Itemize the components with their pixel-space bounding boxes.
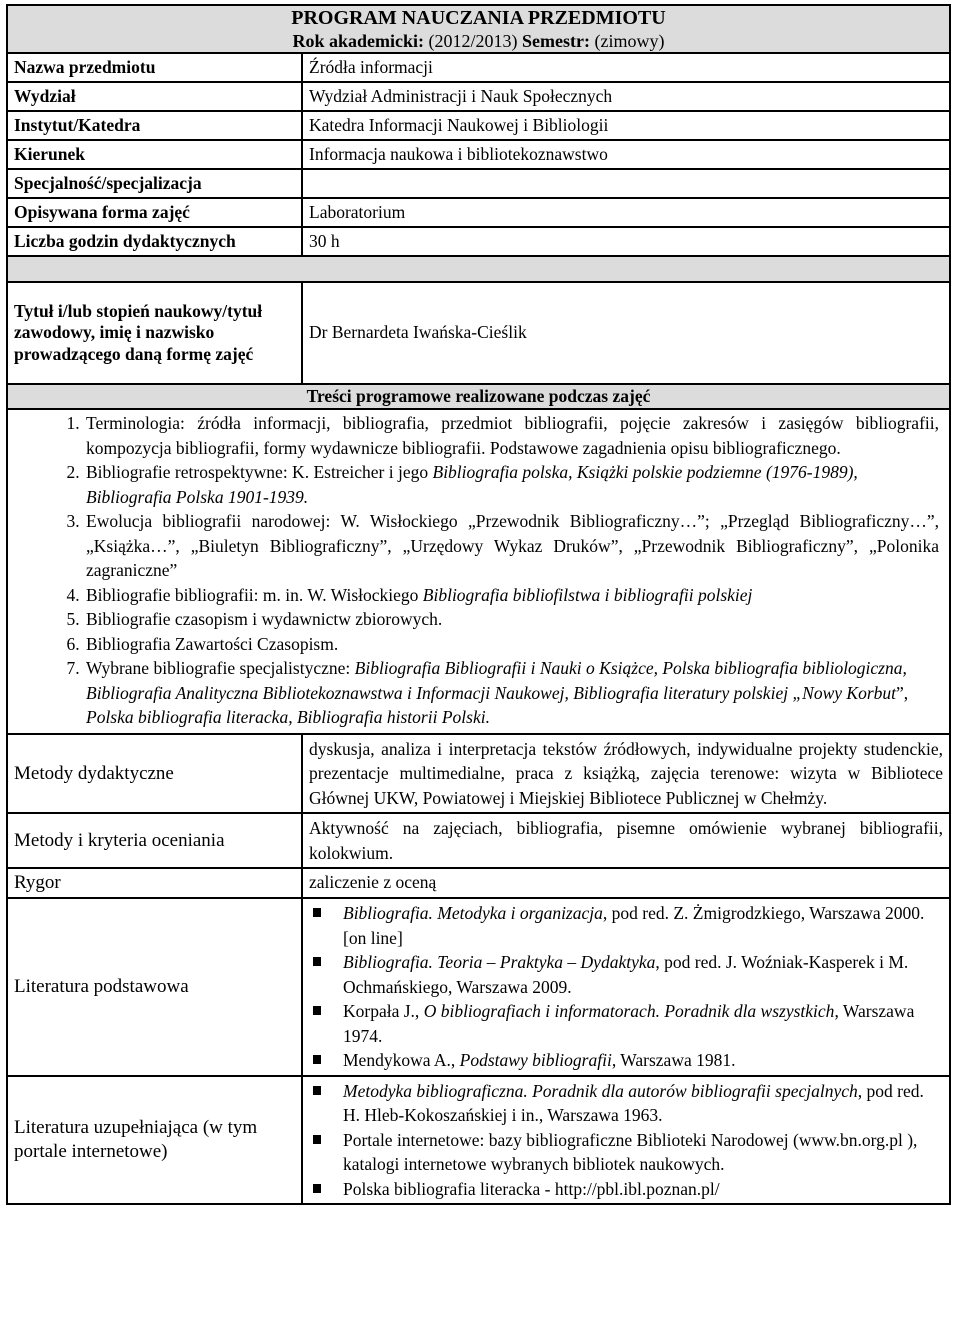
content-item [84,656,939,730]
info-value: Informacja naukowa i bibliotekoznawstwo [302,140,950,169]
content-italic-text: Bibliografia Bibliografii i Nauki o Książce, Polska bibliografia bibliologiczna, Bibliografia Analityczna Bibliotekoznawstwa i Informacji Naukowej, Bibliografia literatury polskiej „Nowy Korbut [86,658,907,703]
content-text: Bibliografie retrospektywne: K. Estreicher i jego [86,462,433,482]
content-list [12,411,945,730]
year-value: (2012/2013) [428,31,518,51]
content-item: 3. Ewolucja bibliografii narodowej: W. Wisłockiego „Przewodnik Bibliograficzny…”; „Przegląd Bibliograficzny…”, „Książka…”, „Biuletyn Bibliograficzny”, „Urzędowy Wykaz Druków”, „Przewodnik Bibliograficzny”, „Polonika zagraniczne” [84,509,939,583]
info-value: Laboratorium [302,198,950,227]
header-row [7,5,950,53]
content-item: 1. Terminologia: źródła informacji, bibliografia, przedmiot bibliografii, pojęcie zakresów i zasięgów bibliografii, kompozycja bibliografii, formy wydawnicze bibliografii. Podstawowe zagadnienia opisu bibliograficznego. [84,411,939,460]
content-heading: Treści programowe realizowane podczas zajęć [7,384,950,409]
separator-row [7,256,950,282]
literature-item [343,1079,941,1128]
extra-literature-row [7,1076,950,1205]
info-label: Nazwa przedmiotu [7,53,302,82]
info-row-class-form [7,198,950,227]
teacher-row [7,282,950,384]
info-value: Źródła informacji [302,53,950,82]
literature-text: , Warszawa 1974. [343,1001,915,1046]
square-bullet-icon [313,1055,321,1064]
square-bullet-icon [313,1086,321,1095]
content-item [84,460,939,509]
square-bullet-icon [313,1135,321,1144]
content-heading-row [7,384,950,409]
literature-title: O bibliografiach i informatorach. Poradnik dla wszystkich [423,1001,835,1021]
content-row [7,409,950,734]
year-label: Rok akademicki: [292,31,425,51]
info-row-specialization [7,169,950,198]
info-row-field [7,140,950,169]
semester-value: (zimowy) [594,31,665,51]
content-text: Wybrane bibliografie specjalistyczne: [86,658,355,678]
info-label: Specjalność/specjalizacja [7,169,302,198]
info-value: 30 h [302,227,950,256]
assessment-label: Metody i kryteria oceniania [7,813,302,868]
methods-row [7,734,950,814]
content-cell [7,409,950,734]
literature-item [343,1128,941,1177]
info-label: Opisywana forma zajęć [7,198,302,227]
literature-item [343,999,941,1048]
literature-title: Bibliografia. Metodyka i organizacja [343,903,603,923]
info-label: Kierunek [7,140,302,169]
literature-item [343,1048,941,1073]
square-bullet-icon [313,908,321,917]
info-row-institute [7,111,950,140]
info-value: Katedra Informacji Naukowej i Bibliologii [302,111,950,140]
literature-text: , pod red. Z. Żmigrodzkiego, Warszawa 2000. [on line] [343,903,925,948]
literature-title: Podstawy bibliografii [459,1050,612,1070]
square-bullet-icon [313,957,321,966]
methods-label: Metody dydaktyczne [7,734,302,814]
square-bullet-icon [313,1184,321,1193]
syllabus-table [6,4,951,1205]
basic-literature-label: Literatura podstawowa [7,898,302,1076]
content-italic-text: Bibliografia polska, Książki polskie podziemne (1976-1989), Bibliografia Polska 1901-1939. [86,462,858,507]
literature-text: Korpała J., [343,1001,424,1021]
rigor-value: zaliczenie z oceną [302,868,950,898]
literature-text: , Warszawa 1981. [611,1050,736,1070]
extra-literature-list [307,1079,945,1202]
content-text: Bibliografie bibliografii: m. in. W. Wisłockiego [86,584,423,605]
content-italic-text: Bibliografia bibliofilstwa i bibliografii polskiej [422,584,753,605]
rigor-label: Rygor [7,868,302,898]
extra-literature-cell [302,1076,950,1205]
literature-title: Bibliografia. Teoria – Praktyka – Dydaktyka [343,952,656,972]
rigor-row [7,868,950,898]
literature-item [343,950,941,999]
content-text: ”, [896,682,909,703]
literature-text: Portale internetowe: bazy bibliograficzne Biblioteki Narodowej (www.bn.org.pl ), katalogi internetowe wybranych bibliotek naukowych. [343,1129,918,1174]
literature-text: Polska bibliografia literacka - http://pbl.ibl.poznan.pl/ [343,1178,720,1199]
content-item [84,583,939,608]
document-header [7,5,950,53]
content-item: 6. Bibliografia Zawartości Czasopism. [84,632,939,657]
literature-item [343,1177,941,1202]
teacher-name: Dr Bernardeta Iwańska-Cieślik [302,282,950,384]
teacher-label: Tytuł i/lub stopień naukowy/tytuł zawodowy, imię i nazwisko prowadzącego daną formę zajęć [7,282,302,384]
literature-text: Mendykowa A., [343,1050,460,1070]
literature-text: , pod red. J. Woźniak-Kasperek i M. Ochmańskiego, Warszawa 2009. [343,952,909,997]
literature-item [343,901,941,950]
info-label: Wydział [7,82,302,111]
basic-literature-list [307,901,945,1073]
academic-year-line [14,30,943,52]
info-row-hours [7,227,950,256]
assessment-row [7,813,950,868]
basic-literature-row [7,898,950,1076]
square-bullet-icon [313,1006,321,1015]
literature-title: Metodyka bibliograficzna. Poradnik dla autorów bibliografii specjalnych [343,1080,858,1101]
info-label: Liczba godzin dydaktycznych [7,227,302,256]
info-value: Wydział Administracji i Nauk Społecznych [302,82,950,111]
assessment-value: Aktywność na zajęciach, bibliografia, pisemne omówienie wybranej bibliografii, kolokwium. [302,813,950,868]
info-row-course-name [7,53,950,82]
content-italic-text: Polska bibliografia literacka, Bibliografia historii Polski. [86,707,490,727]
info-label: Instytut/Katedra [7,111,302,140]
document-title: PROGRAM NAUCZANIA PRZEDMIOTU [291,7,666,29]
methods-value: dyskusja, analiza i interpretacja tekstów źródłowych, indywidualne projekty studenckie, prezentacje multimedialne, praca z książką, zajęcia terenowe: wizyta w Bibliotece Głównej UKW, Powiatowej i Miejskiej Bibliotece Publicznej w Chełmży. [302,734,950,814]
separator-bar [7,256,950,282]
info-row-faculty [7,82,950,111]
literature-text: , pod red. H. Hleb-Kokoszańskiej i in., Warszawa 1963. [343,1080,924,1125]
semester-label: Semestr: [522,31,590,51]
extra-literature-label: Literatura uzupełniająca (w tym portale internetowe) [7,1076,302,1205]
info-value [302,169,950,198]
content-item: 5. Bibliografie czasopism i wydawnictw zbiorowych. [84,607,939,632]
basic-literature-cell [302,898,950,1076]
